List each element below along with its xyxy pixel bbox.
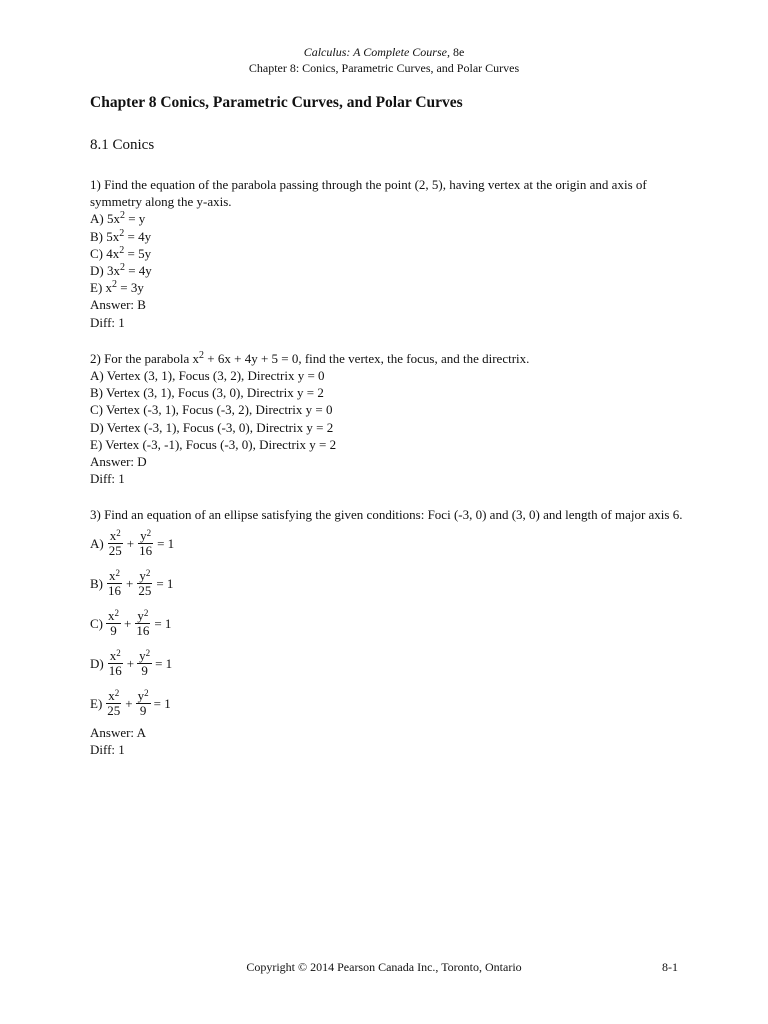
difficulty: Diff: 1 — [90, 471, 125, 487]
fraction — [106, 609, 121, 638]
option-text: = 3y — [117, 280, 144, 296]
fraction — [134, 609, 151, 638]
equals-one: = 1 — [154, 616, 172, 632]
answer: Answer: B — [90, 297, 146, 313]
page-number: 8-1 — [662, 960, 678, 974]
variable: x — [109, 648, 117, 664]
fraction — [137, 649, 152, 678]
exponent: 2 — [112, 279, 118, 291]
option-b — [90, 228, 690, 245]
option-e: E) Vertex (-3, -1), Focus (-3, 0), Directrix y = 2 — [90, 436, 337, 452]
numerator — [135, 609, 150, 624]
exponent: 2 — [144, 688, 149, 699]
copyright-notice: Copyright © 2014 Pearson Canada Inc., Toronto, Ontario — [246, 960, 522, 974]
option-text: = y — [124, 211, 146, 227]
option-a — [90, 210, 690, 227]
numerator — [108, 529, 123, 544]
option-text: A) 5x — [90, 211, 120, 227]
question-2 — [90, 350, 690, 488]
option-d — [90, 262, 690, 279]
option-d — [90, 644, 690, 684]
denominator: 9 — [141, 663, 148, 679]
option-text: E) x — [90, 280, 113, 296]
answer: Answer: D — [90, 454, 147, 470]
question-text: 1) Find the equation of the parabola passing through the point (2, 5), having vertex at the origin and axis of symmetry along the y-axis. — [90, 177, 647, 210]
denominator: 16 — [108, 583, 121, 599]
option-letter: E) — [90, 696, 103, 712]
difficulty: Diff: 1 — [90, 741, 125, 757]
questions-content — [90, 176, 690, 777]
fraction — [106, 569, 123, 598]
variable: y — [137, 608, 144, 624]
exponent: 2 — [119, 227, 125, 239]
equals-one: = 1 — [157, 536, 175, 552]
option-letter: D) — [90, 656, 104, 672]
question-text-part: 2) For the parabola x — [90, 350, 200, 366]
variable: x — [108, 608, 115, 624]
exponent: 2 — [145, 648, 151, 659]
plus-sign: + — [126, 656, 135, 672]
option-b: B) Vertex (3, 1), Focus (3, 0), Directrix y = 2 — [90, 385, 324, 401]
equals-one: = 1 — [155, 656, 173, 672]
option-text: = 4y — [124, 263, 152, 279]
exponent: 2 — [119, 244, 125, 256]
exponent: 2 — [199, 349, 205, 361]
difficulty: Diff: 1 — [90, 314, 125, 330]
fraction — [136, 569, 153, 598]
numerator — [106, 689, 121, 704]
plus-sign: + — [124, 616, 132, 632]
variable: x — [109, 568, 116, 584]
option-a — [90, 524, 690, 564]
question-1 — [90, 176, 690, 331]
fraction — [107, 649, 124, 678]
numerator — [137, 569, 152, 584]
chapter-title: Chapter 8 Conics, Parametric Curves, and Polar Curves — [90, 94, 463, 111]
exponent: 2 — [116, 528, 121, 539]
equals-one: = 1 — [153, 696, 171, 712]
option-d: D) Vertex (-3, 1), Focus (-3, 0), Directrix y = 2 — [90, 419, 334, 435]
exponent: 2 — [114, 608, 119, 619]
exponent: 2 — [119, 210, 125, 222]
fraction — [107, 529, 124, 558]
exponent: 2 — [145, 568, 151, 579]
option-a: A) Vertex (3, 1), Focus (3, 2), Directrix y = 0 — [90, 368, 325, 384]
exponent: 2 — [115, 568, 120, 579]
option-letter: B) — [90, 576, 103, 592]
denominator: 16 — [136, 623, 150, 639]
option-text: B) 5x — [90, 228, 120, 244]
header-book-line — [0, 44, 768, 60]
question-text: 3) Find an equation of an ellipse satisfying the given conditions: Foci (-3, 0) and (3, 0) and length of major axis 6. — [90, 507, 683, 523]
plus-sign: + — [126, 536, 135, 552]
fraction — [137, 529, 154, 558]
book-edition: 8e — [449, 45, 465, 59]
exponent: 2 — [146, 528, 152, 539]
plus-sign: + — [126, 576, 134, 592]
variable: y — [139, 568, 146, 584]
plus-sign: + — [125, 696, 133, 712]
variable: y — [139, 648, 146, 664]
variable: x — [108, 688, 115, 704]
option-text: D) 3x — [90, 263, 120, 279]
variable: x — [109, 528, 117, 544]
denominator: 16 — [108, 663, 122, 679]
exponent: 2 — [143, 608, 149, 619]
numerator — [107, 569, 122, 584]
denominator: 9 — [110, 623, 117, 639]
exponent: 2 — [114, 688, 120, 699]
numerator — [137, 649, 152, 664]
fraction — [136, 689, 151, 718]
numerator — [136, 689, 151, 704]
option-text: C) 4x — [90, 245, 120, 261]
question-text-part: + 6x + 4y + 5 = 0, find the vertex, the focus, and the directrix. — [204, 350, 530, 366]
option-c — [90, 604, 690, 644]
denominator: 25 — [107, 703, 121, 719]
fraction — [105, 689, 122, 718]
numerator — [106, 609, 121, 624]
variable: y — [140, 528, 147, 544]
denominator: 25 — [138, 583, 152, 599]
option-letter: A) — [90, 536, 104, 552]
question-text — [90, 350, 690, 367]
option-c: C) Vertex (-3, 1), Focus (-3, 2), Directrix y = 0 — [90, 402, 333, 418]
denominator: 9 — [139, 703, 147, 719]
numerator — [108, 649, 123, 664]
denominator: 16 — [139, 543, 153, 559]
book-title: Calculus: A Complete Course, — [303, 45, 450, 59]
option-e — [90, 279, 690, 296]
header-chapter-line: Chapter 8: Conics, Parametric Curves, and Polar Curves — [248, 61, 520, 75]
exponent: 2 — [116, 648, 121, 659]
option-text: = 4y — [124, 228, 152, 244]
question-3 — [90, 506, 690, 758]
answer: Answer: A — [90, 724, 146, 740]
variable: y — [137, 688, 145, 704]
option-letter: C) — [90, 616, 103, 632]
section-title: 8.1 Conics — [90, 137, 155, 153]
option-c — [90, 245, 690, 262]
denominator: 25 — [108, 543, 122, 559]
running-header — [0, 44, 768, 76]
numerator — [138, 529, 153, 544]
option-text: = 5y — [124, 245, 152, 261]
option-e — [90, 684, 690, 724]
exponent: 2 — [119, 262, 125, 274]
option-b — [90, 564, 690, 604]
equals-one: = 1 — [156, 576, 174, 592]
